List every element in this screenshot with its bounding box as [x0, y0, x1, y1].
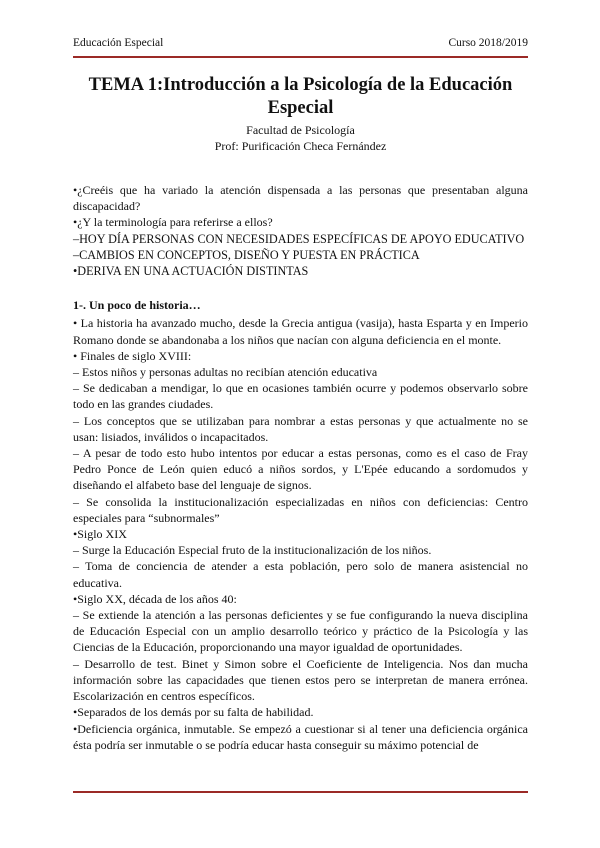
paragraph: – Desarrollo de test. Binet y Simon sobre el Coeficiente de Inteligencia. Nos dan mucha información sobre las capacidades que tienen estos pero se interpretan de manera errónea. Escolarización en centros específicos.: [73, 656, 528, 704]
paragraph: •Separados de los demás por su falta de habilidad.: [73, 705, 314, 720]
paragraph: • Finales de siglo XVIII:: [73, 348, 192, 363]
paragraph: •Siglo XX, década de los años 40:: [73, 591, 237, 606]
paragraph: – Se extiende la atención a las personas deficientes y se fue configurando la nueva disciplina de Educación Especial con un amplio desarrollo teórico y práctico de la Psicología y las Ciencias de la Educación, proporcionando una mayor igualdad de oportunidades.: [73, 608, 528, 655]
section-heading: 1-. Un poco de historia…: [73, 298, 201, 313]
document-body: [73, 182, 528, 753]
page-header: [73, 37, 528, 53]
intro-point-1: –HOY DÍA PERSONAS CON NECESIDADES ESPECÍFICAS DE APOYO EDUCATIVO: [73, 231, 525, 246]
header-divider: [73, 56, 528, 58]
document-title: TEMA 1:Introducción a la Psicología de la Educación Especial: [88, 75, 513, 118]
header-academic-year: Curso 2018/2019: [448, 37, 528, 49]
intro-question-1: •¿Creéis que ha variado la atención dispensada a las personas que presentaban alguna discapacidad?: [73, 183, 528, 214]
paragraph: – Surge la Educación Especial fruto de la institucionalización de los niños.: [73, 543, 432, 558]
paragraph: • La historia ha avanzado mucho, desde la Grecia antigua (vasija), hasta Esparta y en Imperio Romano donde se abandonaba a los niños que nacían con alguna deficiencia en el monte.: [73, 316, 528, 347]
paragraph: – Toma de conciencia de atender a esta población, pero solo de manera asistencial no educativa.: [73, 559, 528, 590]
header-course-name: Educación Especial: [73, 37, 164, 49]
intro-point-2: –CAMBIOS EN CONCEPTOS, DISEÑO Y PUESTA EN PRÁCTICA: [73, 247, 420, 262]
paragraph: – Se dedicaban a mendigar, lo que en ocasiones también ocurre y podemos observarlo sobre todo en las grandes ciudades.: [73, 381, 528, 412]
paragraph: – A pesar de todo esto hubo intentos por educar a estas personas, como es el caso de Fray Pedro Ponce de León quien educó a niños sordos, y L'Epée educando a sordomudos y diseñando el alfabeto base del lenguaje de signos.: [73, 446, 528, 493]
paragraph: •Siglo XIX: [73, 527, 127, 542]
footer-divider: [73, 791, 528, 793]
paragraph: •Deficiencia orgánica, inmutable. Se empezó a cuestionar si al tener una deficiencia orgánica ésta podría ser inmutable o se podría educar hasta conseguir su máximo potencial de: [73, 721, 528, 752]
paragraph: – Los conceptos que se utilizaban para nombrar a estas personas y que actualmente no se usan: lisiados, inválidos o incapacitados.: [73, 413, 528, 444]
paragraph: – Se consolida la institucionalización especializadas en niños con deficiencias: Centro especiales para “subnormales”: [73, 494, 528, 525]
intro-point-3: •DERIVA EN UNA ACTUACIÓN DISTINTAS: [73, 264, 309, 279]
faculty-line: Facultad de Psicología: [246, 123, 355, 137]
intro-question-2: •¿Y la terminología para referirse a ellos?: [73, 215, 273, 230]
professor-line: Prof: Purificación Checa Fernández: [214, 139, 387, 153]
paragraph: – Estos niños y personas adultas no recibían atención educativa: [73, 365, 378, 380]
